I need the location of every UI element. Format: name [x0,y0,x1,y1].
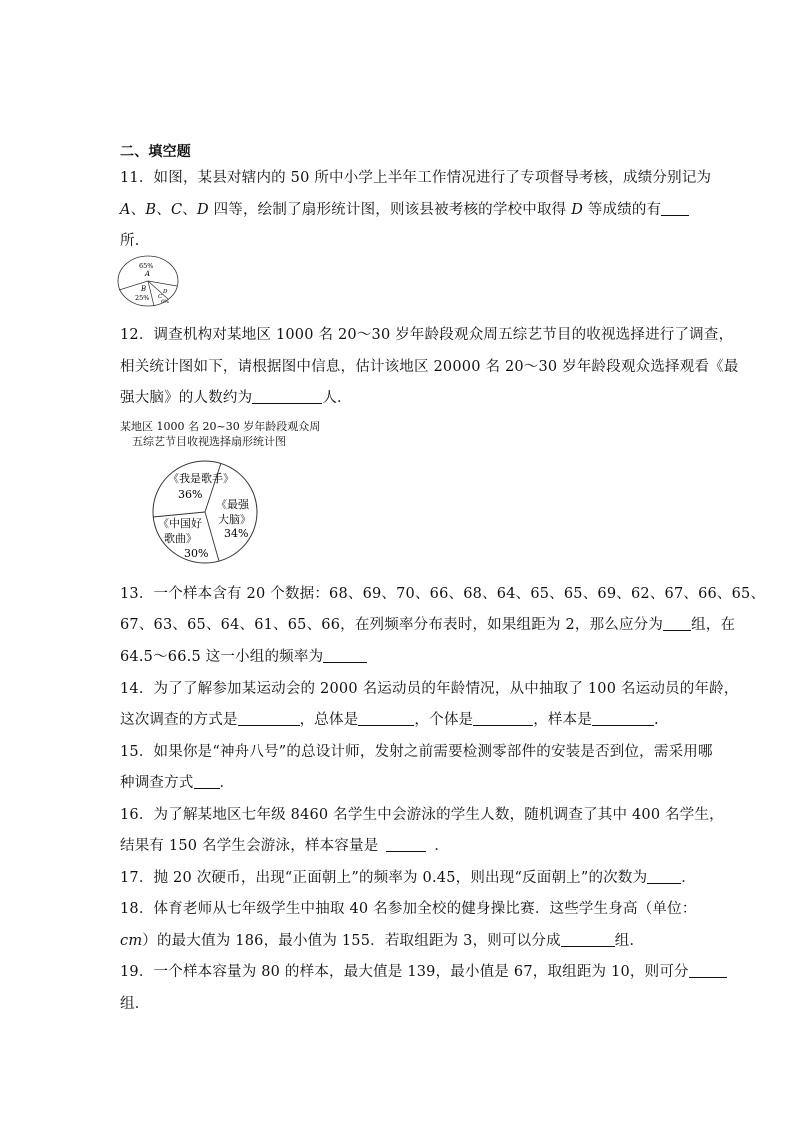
q14-text-end: . [654,712,659,728]
q14-line2 [120,708,659,729]
answer-blank[interactable] [473,711,533,726]
sep: 、 [130,202,146,218]
pie2-label-song-2: 歌曲》 [164,532,197,545]
q15-line2 [120,771,234,792]
q17-text: 17．抛 20 次硬币，出现“正面朝上”的频率为 0.45，则出现“反面朝上”的次数为 [120,870,648,886]
pie1-label-b-pct: 25% [135,294,150,302]
pie2-label-singer-pct: 36% [178,488,203,501]
q18-line1: 18．体育老师从七年级学生中抽取 40 名参加全校的健身操比赛．这些学生身高（单位： [120,901,697,917]
q14-text-individual: ，个体是 [414,712,474,728]
q16-line1: 16．为了解某地区七年级 8460 名学生中会游泳的学生人数，随机调查了其中 400 名学生， [120,807,724,823]
q12-line2: 相关统计图如下，请根据图中信息，估计该地区 20000 名 20～30 岁年龄段观众选择观看《最 [120,359,739,375]
sep: 、 [156,202,171,218]
answer-blank[interactable] [689,963,727,978]
answer-blank[interactable] [647,869,681,884]
q16-line2 [120,834,449,855]
pie1-label-c: C [158,294,163,300]
section-title: 二、填空题 [120,144,191,160]
pie2-label-brain-1: 《最强 [216,498,249,511]
q15-line2-tail: ． [219,775,235,791]
q15-line2-text: 种调查方式 [120,775,194,791]
chart2-caption-line2: 五综艺节目收视选择扇形统计图 [132,435,286,448]
q14-text-method: 这次调查的方式是 [120,712,238,728]
q13-line3 [120,645,367,666]
answer-blank[interactable] [592,711,654,726]
q12-line3 [120,386,352,407]
answer-blank[interactable] [561,932,615,947]
label-d2: D [571,202,584,218]
q11-line2 [120,198,689,219]
q13-line3-text: 64.5～66.5 这一小组的频率为 [120,649,324,665]
q13-line2-tail: 组，在 [691,617,736,633]
q15-line1: 15．如果你是“神舟八号”的总设计师，发射之前需要检测零部件的安装是否到位，需采用哪 [120,744,713,760]
q16-line2-text: 结果有 150 名学生会游泳，样本容量是 [120,838,379,854]
unit-cm: cm [120,933,143,949]
answer-blank[interactable] [661,201,689,216]
answer-blank[interactable] [252,389,322,404]
q11-line2-rest2: 等成绩的有 [583,202,662,218]
q13-line2 [120,613,735,634]
answer-blank[interactable] [663,616,691,631]
pie2-label-brain-pct: 34% [224,527,249,540]
q11-line2-rest1: 四等，绘制了扇形统计图，则该县被考核的学校中取得 [208,202,572,218]
q18-line2 [120,929,644,950]
sep: 、 [182,202,197,218]
pie1-label-a: A [145,270,151,278]
pie1-label-d: D [163,289,168,295]
pie1-label-b: B [141,285,147,293]
answer-blank[interactable] [386,837,426,852]
answer-blank[interactable] [238,711,300,726]
q18-line2-tail: 组． [614,933,645,949]
pie1-label-a-pct: 65% [139,262,154,270]
q11-line3: 所． [120,233,150,249]
q14-text-sample: ，样本是 [533,712,593,728]
q13-line2-text: 67、63、65、64、61、65、66，在列频率分布表时，如果组距为 2，那么应分为 [120,617,664,633]
pie2-label-singer: 《我是歌手》 [168,472,234,485]
label-a: A [120,202,131,218]
answer-blank[interactable] [358,711,414,726]
label-b: B [145,202,157,218]
pie2-label-song-1: 《中国好 [158,517,202,530]
q12-line3-text: 强大脑》的人数约为 [120,390,253,406]
q13-line1: 13．一个样本含有 20 个数据：68、69、70、66、68、64、65、65、69、62、67、66、65、 [120,586,766,602]
q12-line3-tail: 人． [322,390,352,406]
pie2-label-brain-2: 大脑》 [218,513,251,526]
answer-blank[interactable] [194,774,220,789]
q19-line1 [120,960,727,981]
q14-text-population: ，总体是 [299,712,359,728]
label-d: D [196,202,209,218]
q19-line2: 组． [120,996,150,1012]
q19-text: 19．一个样本容量为 80 的样本，最大值是 139，最小值是 67，取组距为 10，则可分 [120,964,689,980]
pie1-label-d-pct: 6% [161,299,169,305]
pie2-label-song-pct: 30% [184,547,209,560]
q14-line1: 14．为了了解参加某运动会的 2000 名运动员的年龄情况，从中抽取了 100 名运动员的年龄， [120,681,739,697]
q17-line1 [120,866,696,887]
answer-blank[interactable] [323,648,367,663]
pie-chart-2 [150,460,262,568]
q18-line2-text: ）的最大值为 186，最小值为 155．若取组距为 3，则可以分成 [142,933,561,949]
pie-chart-1 [116,254,182,308]
q17-tail: ． [681,870,696,886]
chart2-caption-line1: 某地区 1000 名 20~30 岁年龄段观众周 [120,420,321,433]
q16-line2-tail: ． [434,838,450,854]
q11-line1: 11．如图，某县对辖内的 50 所中小学上半年工作情况进行了专项督导考核，成绩分别记为 [120,170,712,186]
q12-line1: 12．调查机构对某地区 1000 名 20～30 岁年龄段观众周五综艺节目的收视选择进行了调查， [120,327,734,343]
label-c: C [170,202,183,218]
